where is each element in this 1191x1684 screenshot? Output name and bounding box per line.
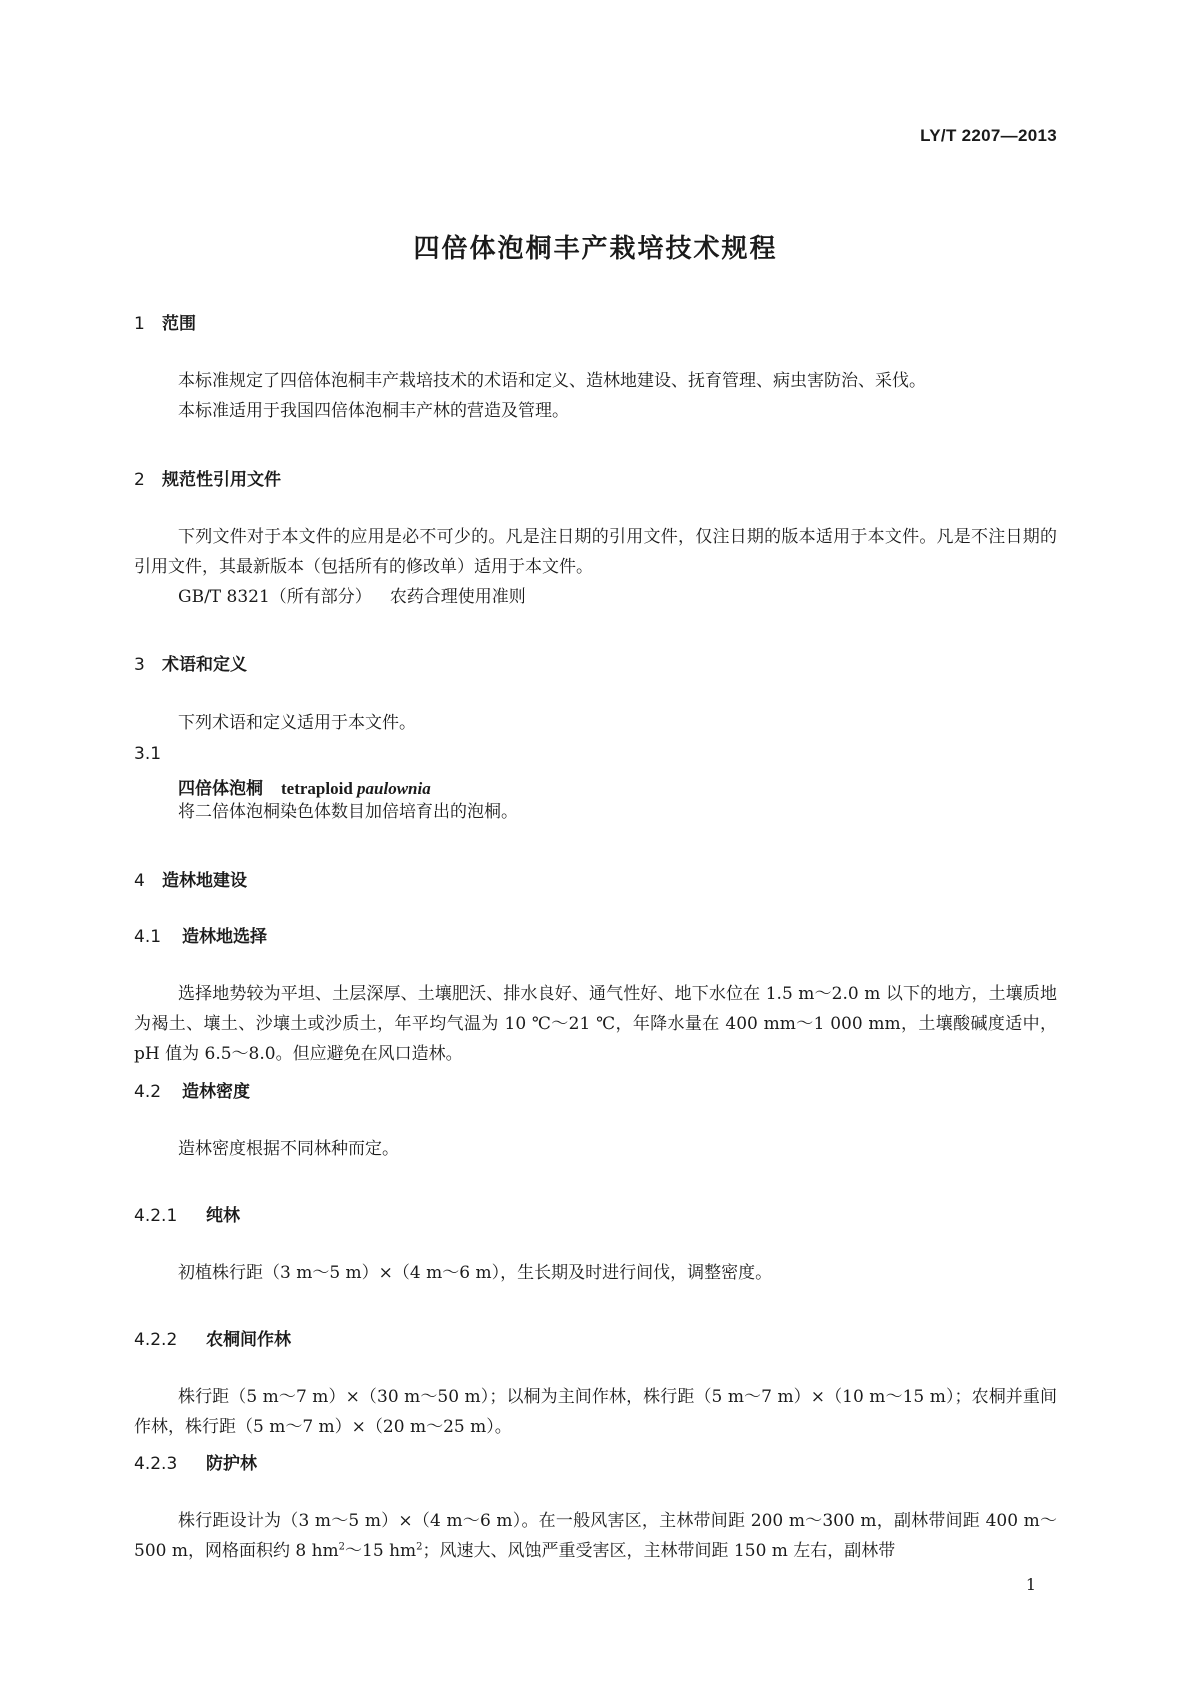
terms-intro-paragraph: 下列术语和定义适用于本文件。 (178, 713, 416, 733)
subsection-title: 农桐间作林 (206, 1330, 291, 1350)
subsection-4-2-2-heading (134, 1325, 291, 1350)
subsection-title: 造林地选择 (182, 927, 267, 947)
term-chinese: 四倍体泡桐 (178, 779, 263, 799)
term-number: 3.1 (134, 744, 162, 764)
reference-title: 农药合理使用准则 (389, 587, 526, 607)
reference-item (178, 582, 526, 612)
shelterbelt-paragraph (134, 1506, 1057, 1566)
subsection-number: 4.2 (134, 1082, 162, 1102)
section-number: 1 (134, 314, 145, 334)
section-title: 造林地建设 (162, 871, 247, 891)
scope-paragraph-2: 本标准适用于我国四倍体泡桐丰产林的营造及管理。 (178, 401, 569, 421)
shelterbelt-text-b: ～15 hm (345, 1541, 417, 1561)
subsection-4-2-3-heading (134, 1449, 257, 1474)
shelterbelt-text-a: 株行距设计为（3 m～5 m）×（4 m～6 m）。在一般风害区，主林带间距 200 m～300 m，副林带间距 400 m～500 m，网格面积约 8 hm (134, 1511, 1057, 1561)
subsection-number: 4.2.2 (134, 1330, 178, 1350)
superscript: 2 (416, 1541, 423, 1553)
pure-forest-paragraph: 初植株行距（3 m～5 m）×（4 m～6 m），生长期及时进行间伐，调整密度。 (178, 1263, 773, 1283)
scope-paragraph-1: 本标准规定了四倍体泡桐丰产栽培技术的术语和定义、造林地建设、抚育管理、病虫害防治、采伐。 (178, 371, 926, 391)
section-1-heading (134, 309, 196, 334)
section-title: 术语和定义 (162, 655, 247, 675)
density-paragraph: 造林密度根据不同林种而定。 (178, 1139, 399, 1159)
normative-references-paragraph: 下列文件对于本文件的应用是必不可少的。凡是注日期的引用文件，仅注日期的版本适用于本文件。凡是不注日期的引用文件，其最新版本（包括所有的修改单）适用于本文件。 (134, 527, 1057, 577)
subsection-title: 纯林 (206, 1206, 240, 1226)
superscript: 2 (338, 1541, 346, 1553)
section-title: 范围 (162, 314, 196, 334)
page-number: 1 (1025, 1575, 1036, 1594)
subsection-4-1-heading (134, 922, 267, 947)
subsection-number: 4.1 (134, 927, 162, 947)
term-english (281, 779, 431, 798)
section-2-heading (134, 465, 281, 490)
reference-code: GB/T 8321（所有部分） (178, 587, 372, 607)
standard-code: LY/T 2207—2013 (920, 126, 1057, 145)
term-english-b: paulownia (357, 779, 431, 798)
section-number: 4 (134, 871, 145, 891)
section-number: 2 (134, 470, 145, 490)
site-selection-paragraph: 选择地势较为平坦、土层深厚、土壤肥沃、排水良好、通气性好、地下水位在 1.5 m～2.0 m 以下的地方，土壤质地为褐土、壤土、沙壤土或沙质土，年平均气温为 10 ℃～21 ℃，年降水量在 400 mm～1 000 mm，土壤酸碱度适中，pH 值为 6.5～8.0。但应避免在风口造林。 (134, 984, 1057, 1064)
document-title: 四倍体泡桐丰产栽培技术规程 (413, 234, 778, 264)
shelterbelt-text-c: ；风速大、风蚀严重受害区，主林带间距 150 m 左右，副林带 (422, 1541, 896, 1561)
section-title: 规范性引用文件 (162, 470, 281, 490)
term-english-a: tetraploid (281, 779, 353, 798)
section-number: 3 (134, 655, 145, 675)
intercropping-paragraph: 株行距（5 m～7 m）×（30 m～50 m）；以桐为主间作林，株行距（5 m～7 m）×（10 m～15 m）；农桐并重间作林，株行距（5 m～7 m）×（20 m～25 m）。 (134, 1387, 1057, 1437)
subsection-title: 防护林 (206, 1454, 257, 1474)
subsection-number: 4.2.3 (134, 1454, 178, 1474)
subsection-4-2-heading (134, 1077, 250, 1102)
term-entry (178, 774, 431, 799)
subsection-number: 4.2.1 (134, 1206, 178, 1226)
term-definition: 将二倍体泡桐染色体数目加倍培育出的泡桐。 (178, 802, 518, 822)
section-3-heading (134, 650, 247, 675)
section-4-heading (134, 866, 247, 891)
subsection-title: 造林密度 (182, 1082, 250, 1102)
subsection-4-2-1-heading (134, 1201, 240, 1226)
